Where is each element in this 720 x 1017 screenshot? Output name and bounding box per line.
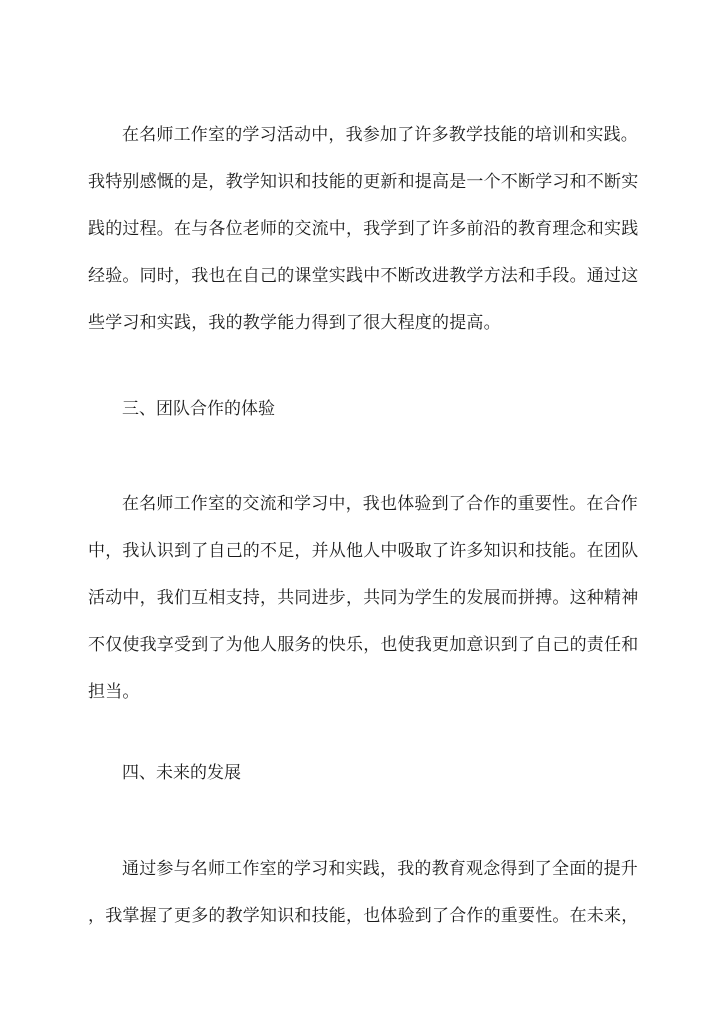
paragraph-line: 经验。同时，我也在自己的课堂实践中不断改进教学方法和手段。通过这 — [88, 266, 639, 286]
section-heading-future — [88, 750, 636, 797]
paragraph-line: 活动中，我们互相支持，共同进步，共同为学生的发展而拼搏。这种精神 — [88, 588, 639, 608]
paragraph-line: 不仅使我享受到了为他人服务的快乐，也使我更加意识到了自己的责任和 — [88, 635, 639, 655]
section-heading-teamwork — [88, 386, 636, 433]
paragraph-line: 些学习和实践，我的教学能力得到了很大程度的提高。 — [88, 313, 501, 333]
section-heading: 三、团队合作的体验 — [122, 399, 275, 419]
paragraph-line: 在名师工作室的学习活动中，我参加了许多教学技能的培训和实践。 — [122, 125, 638, 145]
paragraph-learning-activities — [88, 112, 639, 347]
section-heading: 四、未来的发展 — [122, 763, 241, 783]
paragraph-line: 我特别感慨的是，教学知识和技能的更新和提高是一个不断学习和不断实 — [88, 172, 639, 192]
paragraph-line: ，我掌握了更多的教学知识和技能，也体验到了合作的重要性。在未来， — [88, 906, 639, 926]
paragraph-line: 中，我认识到了自己的不足，并从他人中吸取了许多知识和技能。在团队 — [88, 541, 639, 561]
paragraph-line: 在名师工作室的交流和学习中，我也体验到了合作的重要性。在合作 — [122, 494, 638, 514]
paragraph-line: 通过参与名师工作室的学习和实践，我的教育观念得到了全面的提升 — [122, 859, 638, 879]
paragraph-teamwork — [88, 481, 639, 716]
paragraph-line: 担当。 — [88, 682, 140, 702]
paragraph-future — [88, 846, 639, 940]
paragraph-line: 践的过程。在与各位老师的交流中，我学到了许多前沿的教育理念和实践 — [88, 219, 639, 239]
